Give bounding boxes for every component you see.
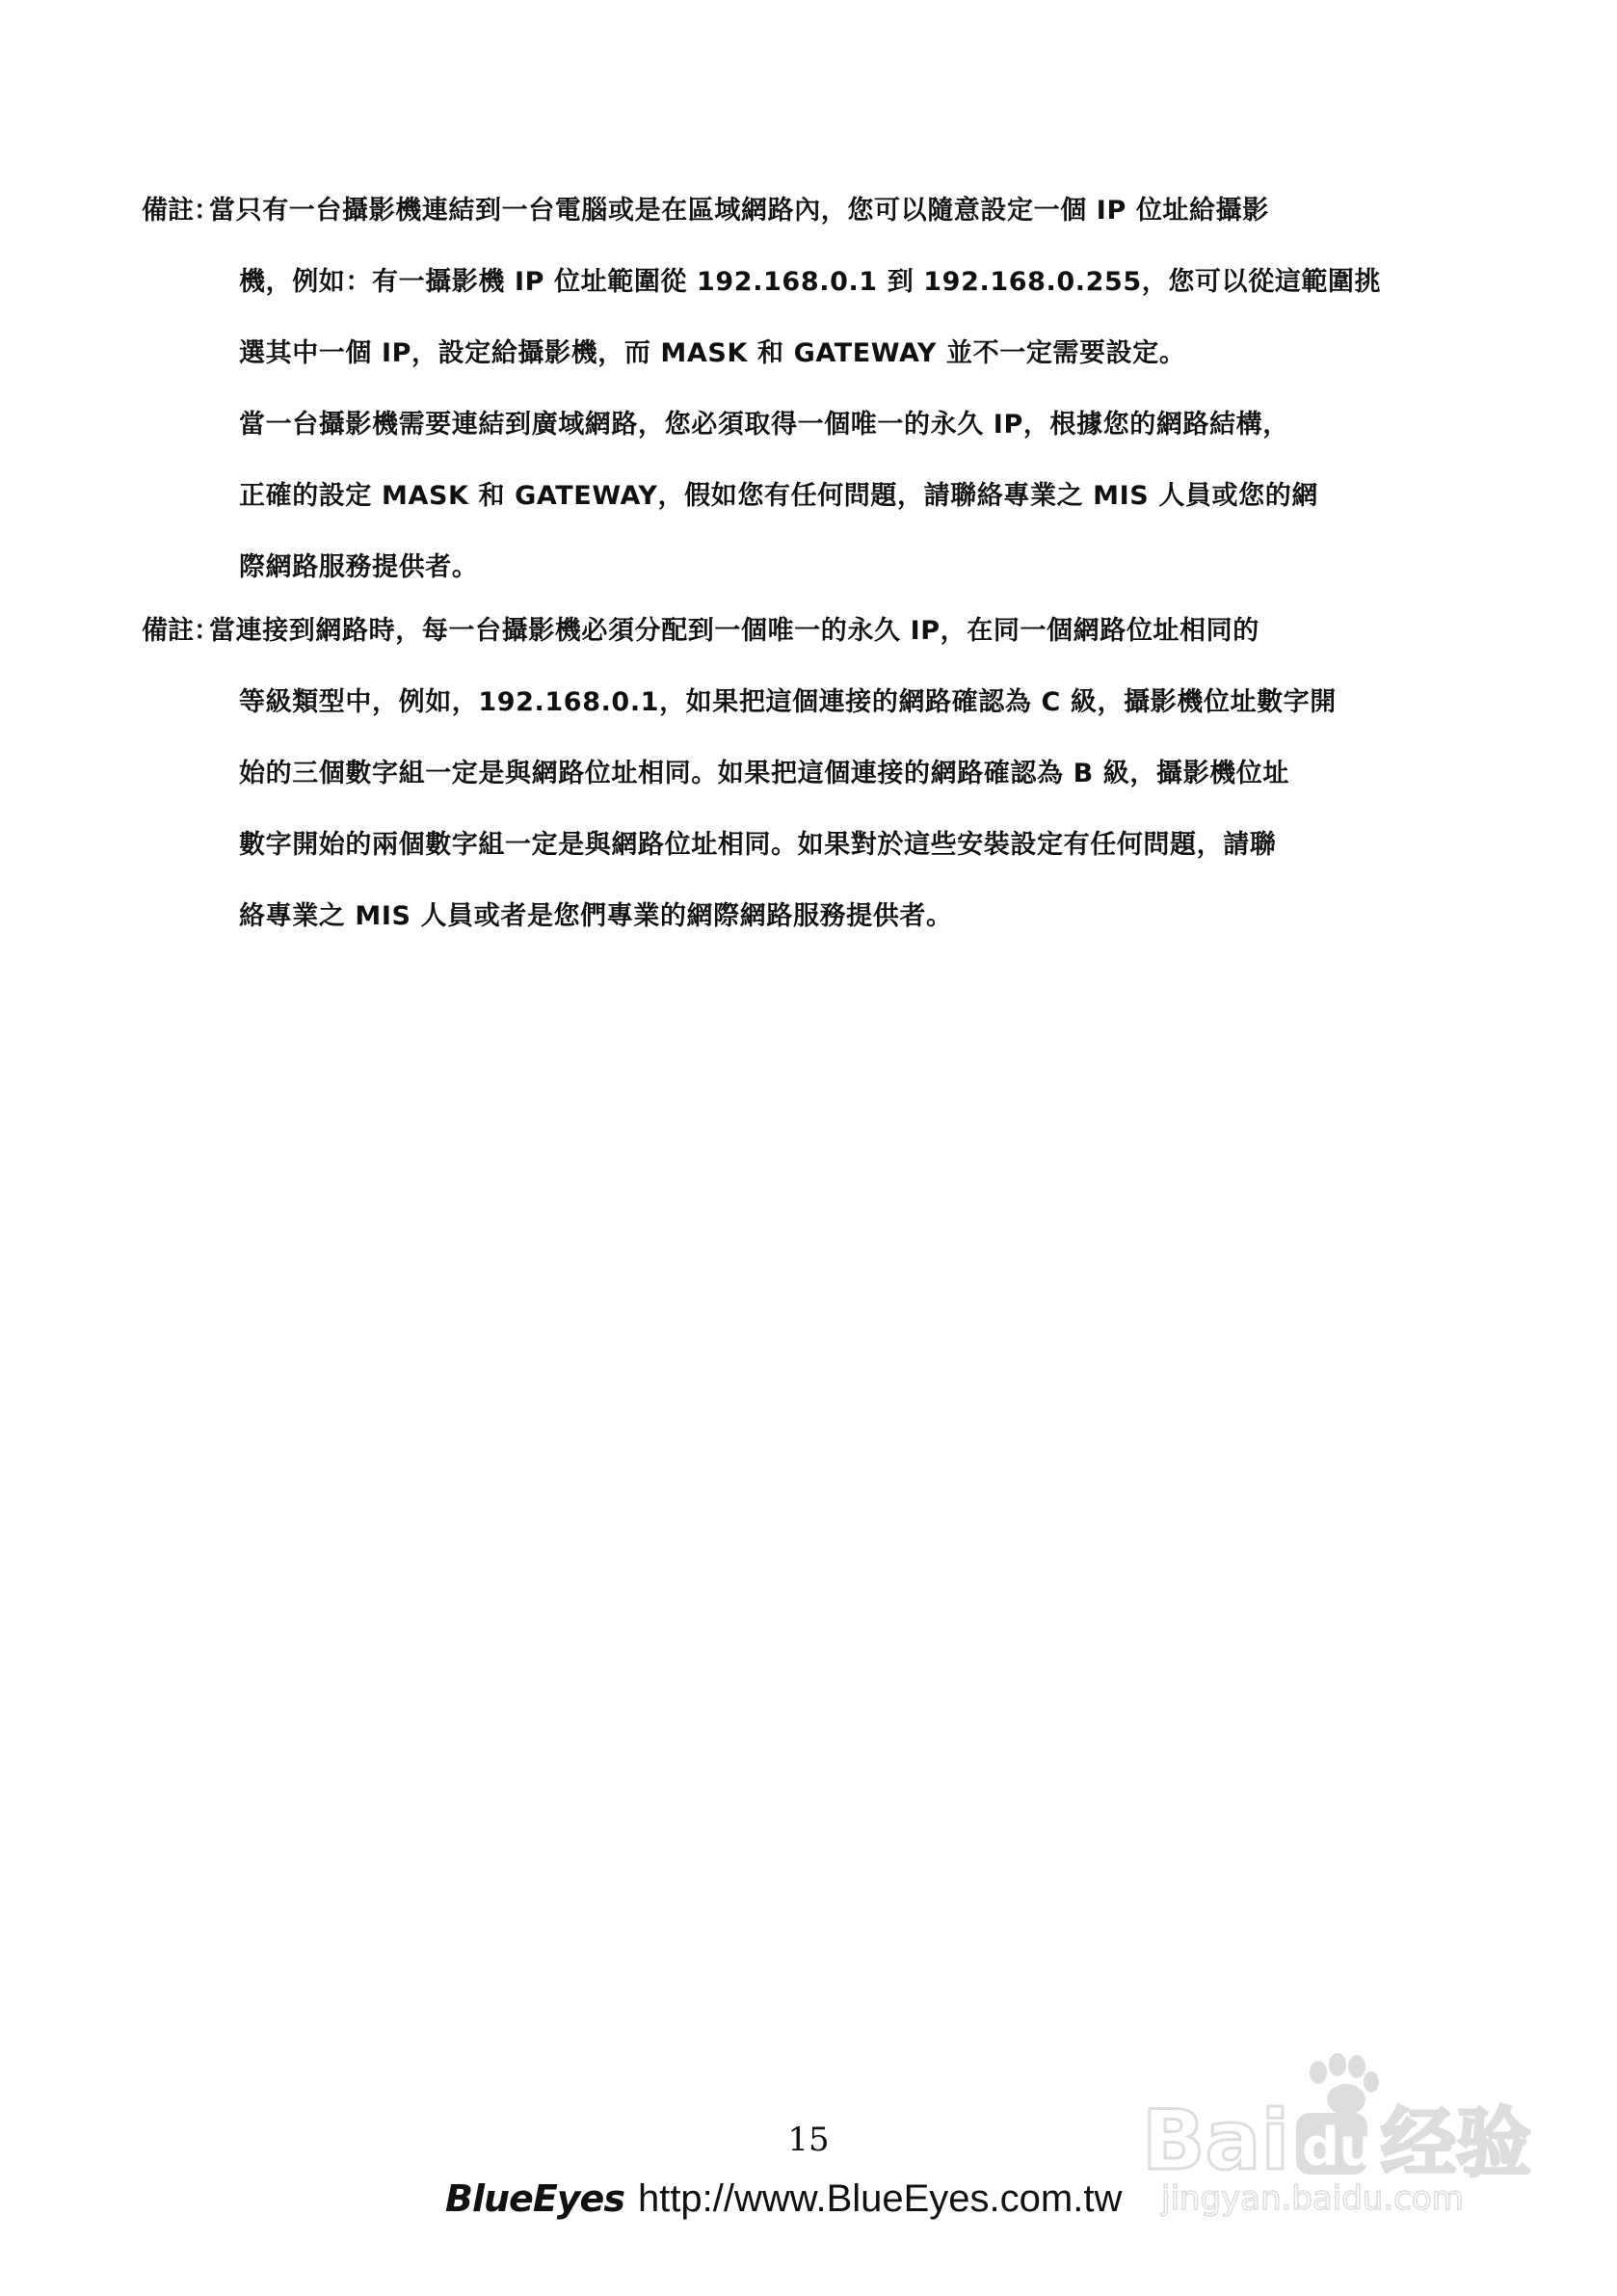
note-line: 當連接到網路時，每一台攝影機必須分配到一個唯一的永久 IP，在同一個網路位址相同的 <box>209 616 1259 646</box>
watermark-logo <box>1142 2043 1547 2217</box>
brand-logo: BlueEyes <box>445 2177 624 2220</box>
paw-icon <box>1310 2053 1379 2115</box>
note-label: 備註： <box>142 616 220 646</box>
svg-text:Bai: Bai <box>1142 2093 1290 2189</box>
footer-url: http://www.BlueEyes.com.tw <box>637 2177 1123 2220</box>
note-line: 始的三個數字組一定是與網路位址相同。如果把這個連接的網路確認為 B 級，攝影機位址 <box>239 759 1289 788</box>
note-line: 際網路服務提供者。 <box>239 552 479 582</box>
note-line: 當一台攝影機需要連結到廣域網路，您必須取得一個唯一的永久 IP，根據您的網路結構， <box>239 410 1289 440</box>
note-line: 正確的設定 MASK 和 GATEWAY，假如您有任何問題，請聯絡專業之 MIS 人員或您的網 <box>239 481 1318 511</box>
page-number: 15 <box>787 2121 830 2159</box>
footer <box>445 2172 1122 2226</box>
svg-text:经验: 经验 <box>1381 2100 1532 2187</box>
note-line: 當只有一台攝影機連結到一台電腦或是在區域網路內，您可以隨意設定一個 IP 位址給攝影 <box>209 196 1269 226</box>
svg-text:du: du <box>1302 2117 1377 2177</box>
note-line: 選其中一個 IP，設定給攝影機，而 MASK 和 GATEWAY 並不一定需要設定。 <box>239 338 1186 368</box>
svg-text:jingyan.baidu.com: jingyan.baidu.com <box>1161 2179 1464 2217</box>
note-line: 機，例如：有一攝影機 IP 位址範圍從 192.168.0.1 到 192.168.0.255，您可以從這範圍挑 <box>239 267 1382 297</box>
note-line: 等級類型中，例如，192.168.0.1，如果把這個連接的網路確認為 C 級，攝影機位址數字開 <box>239 687 1337 717</box>
note-label: 備註： <box>142 196 220 226</box>
note-line: 絡專業之 MIS 人員或者是您們專業的網際網路服務提供者。 <box>239 901 953 931</box>
note-line: 數字開始的兩個數字組一定是與網路位址相同。如果對於這些安裝設定有任何問題，請聯 <box>239 830 1277 860</box>
